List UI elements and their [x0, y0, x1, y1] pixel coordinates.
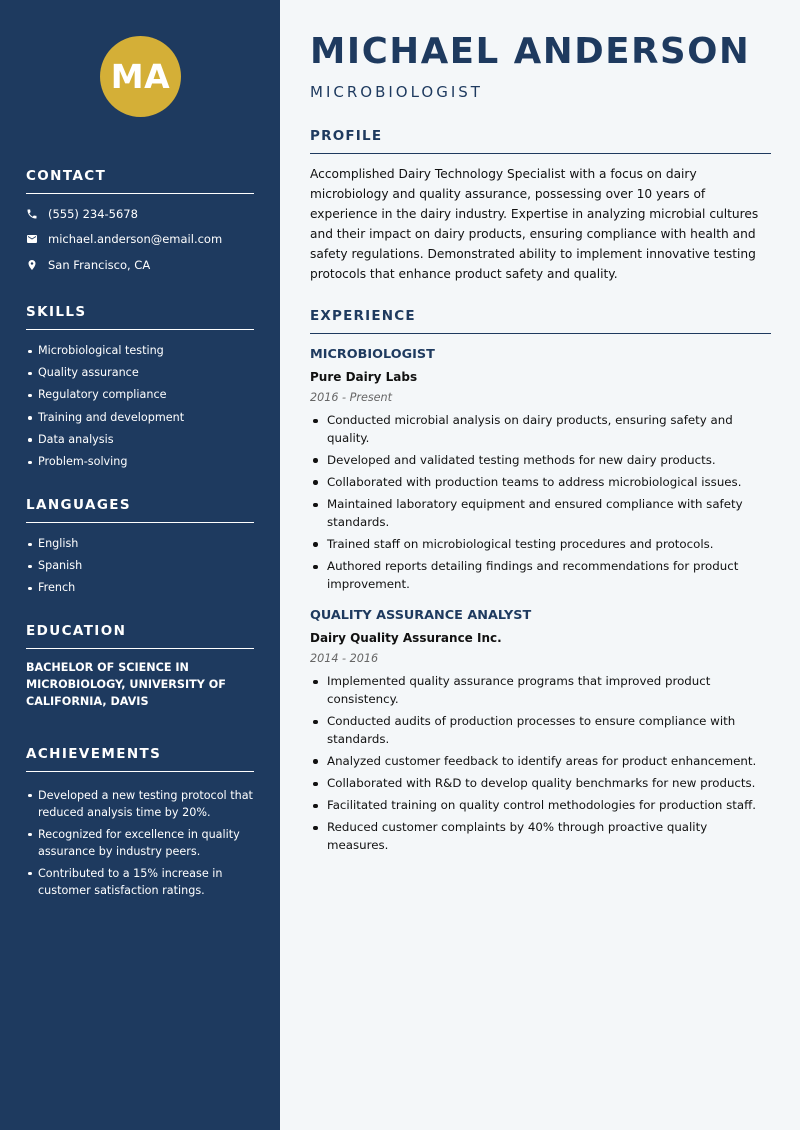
- profile-section: [310, 128, 771, 284]
- skill-item: Regulatory compliance: [26, 384, 254, 406]
- profile-heading: PROFILE: [310, 128, 771, 154]
- skills-heading: SKILLS: [26, 304, 254, 330]
- job-entry: [310, 607, 771, 854]
- email-icon: [26, 233, 48, 245]
- achievements-list: [26, 787, 254, 899]
- job-bullets: [310, 412, 771, 593]
- achievements-heading: ACHIEVEMENTS: [26, 746, 254, 772]
- languages-heading: LANGUAGES: [26, 497, 254, 523]
- phone-icon: [26, 208, 48, 220]
- education-section: [26, 623, 254, 710]
- contact-heading: CONTACT: [26, 168, 254, 194]
- skill-item: Problem-solving: [26, 451, 254, 473]
- job-entry: [310, 346, 771, 593]
- skill-item: Microbiological testing: [26, 340, 254, 362]
- experience-heading: EXPERIENCE: [310, 308, 771, 334]
- contact-section: [26, 168, 254, 278]
- education-heading: EDUCATION: [26, 623, 254, 649]
- language-item: French: [26, 577, 254, 599]
- avatar: MA: [100, 36, 181, 117]
- job-bullet: Collaborated with production teams to address microbiological issues.: [310, 474, 771, 492]
- job-dates: 2014 - 2016: [310, 652, 379, 666]
- job-bullets: [310, 673, 771, 854]
- job-bullet: Analyzed customer feedback to identify areas for product enhancement.: [310, 753, 771, 771]
- achievement-item: Recognized for excellence in quality assurance by industry peers.: [26, 826, 254, 860]
- job-bullet: Conducted audits of production processes to ensure compliance with standards.: [310, 713, 771, 748]
- skill-item: Quality assurance: [26, 362, 254, 384]
- skill-item: Data analysis: [26, 429, 254, 451]
- achievement-item: Developed a new testing protocol that reduced analysis time by 20%.: [26, 787, 254, 821]
- location-pin-icon: [26, 259, 48, 271]
- job-bullet: Developed and validated testing methods for new dairy products.: [310, 452, 771, 470]
- phone-text: (555) 234-5678: [48, 206, 138, 221]
- language-item: English: [26, 533, 254, 555]
- contact-email: [26, 227, 254, 253]
- job-bullet: Collaborated with R&D to develop quality benchmarks for new products.: [310, 775, 771, 793]
- job-dates: 2016 - Present: [310, 391, 393, 404]
- language-item: Spanish: [26, 555, 254, 577]
- achievements-section: [26, 746, 254, 904]
- contact-location: [26, 252, 254, 278]
- sidebar: [0, 0, 280, 1130]
- candidate-role: MICROBIOLOGIST: [310, 83, 483, 101]
- job-company: Dairy Quality Assurance Inc.: [310, 631, 502, 646]
- location-text: San Francisco, CA: [48, 257, 151, 272]
- skill-item: Training and development: [26, 407, 254, 429]
- skills-section: [26, 304, 254, 473]
- languages-section: [26, 497, 254, 600]
- profile-text: Accomplished Dairy Technology Specialist with a focus on dairy microbiology and quality assurance, possessing over 10 years of experience in the dairy industry. Expertise in analyzing microbial cultures and their impact on dairy products, ensuring compliance with health and safety regulations. Demonstrated ability to implement innovative testing protocols that enhance product safety and quality.: [310, 167, 759, 281]
- email-text: michael.anderson@email.com: [48, 232, 223, 247]
- job-title: QUALITY ASSURANCE ANALYST: [310, 608, 532, 624]
- job-bullet: Trained staff on microbiological testing procedures and protocols.: [310, 536, 771, 554]
- achievement-item: Contributed to a 15% increase in customer satisfaction ratings.: [26, 865, 254, 899]
- job-bullet: Maintained laboratory equipment and ensured compliance with safety standards.: [310, 496, 771, 531]
- job-bullet: Facilitated training on quality control methodologies for production staff.: [310, 797, 771, 815]
- job-bullet: Reduced customer complaints by 40% through proactive quality measures.: [310, 819, 771, 854]
- candidate-name: MICHAEL ANDERSON: [310, 31, 751, 72]
- job-bullet: Authored reports detailing findings and recommendations for product improvement.: [310, 558, 771, 593]
- experience-section: [310, 308, 771, 859]
- languages-list: [26, 533, 254, 600]
- job-bullet: Implemented quality assurance programs that improved product consistency.: [310, 673, 771, 708]
- skills-list: [26, 340, 254, 473]
- education-degree: BACHELOR OF SCIENCE IN MICROBIOLOGY, UNIVERSITY OF CALIFORNIA, DAVIS: [26, 661, 226, 708]
- job-title: MICROBIOLOGIST: [310, 347, 435, 362]
- job-company: Pure Dairy Labs: [310, 370, 418, 384]
- job-bullet: Conducted microbial analysis on dairy products, ensuring safety and quality.: [310, 412, 771, 447]
- contact-phone: [26, 201, 254, 227]
